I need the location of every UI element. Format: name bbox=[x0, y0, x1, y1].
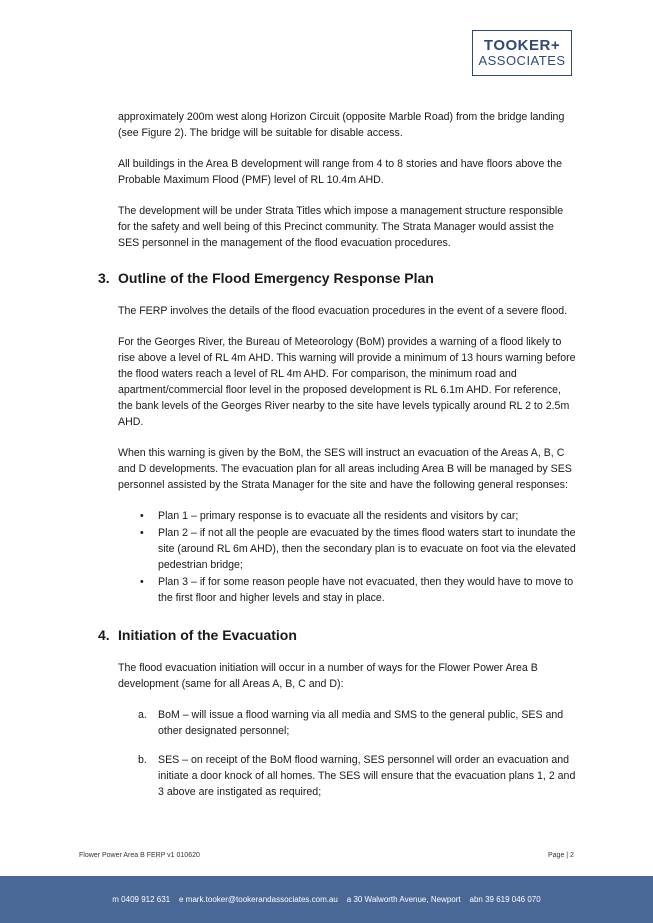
section-number: 3. bbox=[98, 270, 110, 286]
contact-bar bbox=[0, 876, 653, 923]
bullet-icon: • bbox=[140, 576, 144, 588]
footer-page-number: Page | 2 bbox=[548, 852, 574, 859]
contact-details: m 0409 912 631 e mark.tooker@tookerandassociates.com.au a 30 Walworth Avenue, Newport abn 39 619 046 070 bbox=[112, 895, 541, 904]
paragraph: approximately 200m west along Horizon Circuit (opposite Marble Road) from the bridge landing (see Figure 2). The bridge will be suitable for disable access. bbox=[118, 111, 565, 139]
paragraph: All buildings in the Area B development will range from 4 to 8 stories and have floors above the Probable Maximum Flood (PMF) level of RL 10.4m AHD. bbox=[118, 158, 563, 186]
list-item: • Plan 2 – if not all the people are evacuated by the times flood waters start to inundate the site (around RL 6m AHD), then the secondary plan is to evacuate on foot via the elevated pedestrian bridge; bbox=[140, 527, 576, 571]
paragraph: The FERP involves the details of the flood evacuation procedures in the event of a severe flood. bbox=[118, 305, 568, 317]
list-item: a. BoM – will issue a flood warning via all media and SMS to the general public, SES and other designated personnel; bbox=[138, 709, 564, 737]
list-item: • Plan 1 – primary response is to evacuate all the residents and visitors by car; bbox=[140, 510, 519, 522]
list-marker: b. bbox=[138, 754, 147, 766]
paragraph: When this warning is given by the BoM, the SES will instruct an evacuation of the Areas A, B, C and D developments. The evacuation plan for all areas including Area B will be managed by SES personnel assisted by the Strata Manager for the site and have the following general responses: bbox=[118, 447, 572, 491]
logo-line-1: TOOKER+ bbox=[483, 37, 561, 55]
logo-line-2: ASSOCIATES bbox=[478, 53, 566, 69]
paragraph: The flood evacuation initiation will occur in a number of ways for the Flower Power Area B development (same for all Areas A, B, C and D): bbox=[118, 662, 538, 690]
section-3-heading bbox=[98, 269, 578, 287]
section-title: Outline of the Flood Emergency Response Plan bbox=[118, 270, 434, 286]
footer-document-name: Flower Power Area B FERP v1 010620 bbox=[79, 852, 200, 859]
company-logo bbox=[472, 30, 572, 76]
section-number: 4. bbox=[98, 627, 110, 643]
list-marker: a. bbox=[138, 709, 147, 721]
paragraph: The development will be under Strata Titles which impose a management structure responsible for the safety and well being of this Precinct community. The Strata Manager would assist the SES personnel in the management of the flood evacuation procedures. bbox=[118, 205, 564, 249]
bullet-icon: • bbox=[140, 527, 144, 539]
section-title: Initiation of the Evacuation bbox=[118, 627, 297, 643]
section-4-heading bbox=[98, 626, 578, 644]
list-item: b. SES – on receipt of the BoM flood warning, SES personnel will order an evacuation and initiate a door knock of all homes. The SES will ensure that the evacuation plans 1, 2 and 3 above are instigated as required; bbox=[138, 754, 576, 798]
document-body bbox=[98, 109, 578, 813]
list-item: • Plan 3 – if for some reason people have not evacuated, then they would have to move to the first floor and higher levels and stay in place. bbox=[140, 576, 574, 604]
paragraph: For the Georges River, the Bureau of Meteorology (BoM) provides a warning of a flood likely to rise above a level of RL 4m AHD. This warning will provide a minimum of 13 hours warning before the flood waters reach a level of RL 4m AHD. For comparison, the minimum road and apartment/commercial floor level in the proposed development is RL 6.1m AHD. For reference, the bank levels of the Georges River nearby to the site have levels typically around RL 2 to 2.5m AHD. bbox=[118, 336, 576, 428]
bullet-icon: • bbox=[140, 510, 144, 522]
plan-list bbox=[118, 508, 578, 606]
initiation-list bbox=[118, 707, 578, 800]
